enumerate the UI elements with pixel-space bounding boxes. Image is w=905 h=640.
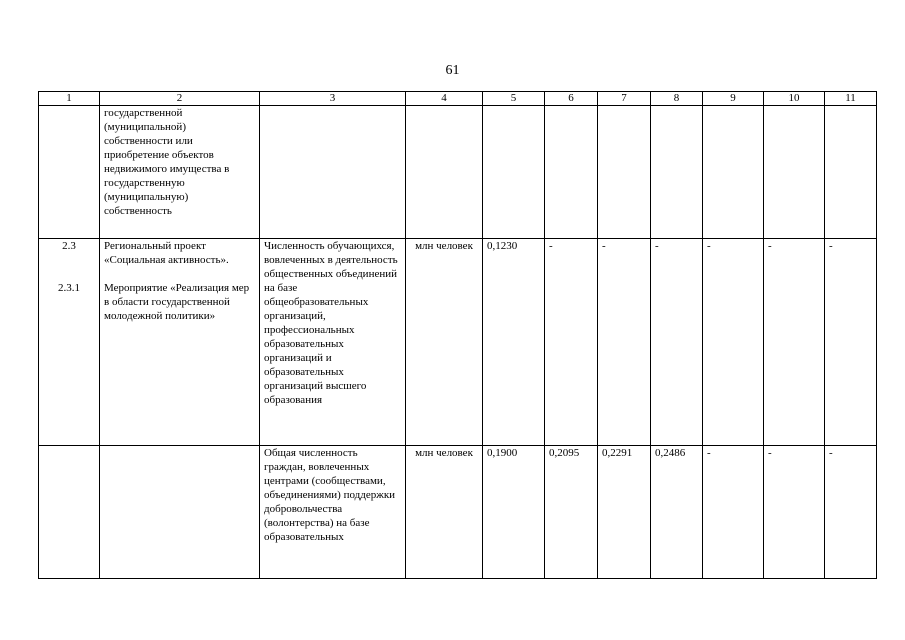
table-cell <box>598 106 651 239</box>
row-number: 2.3 <box>62 240 76 252</box>
table-row <box>39 106 877 239</box>
table-cell <box>764 106 825 239</box>
value-cell: 0,1900 <box>483 446 545 579</box>
value-cell: - <box>825 239 877 446</box>
unit-cell: млн человек <box>406 239 483 446</box>
row-number: 2.3.1 <box>58 282 80 294</box>
header-cell: 7 <box>598 92 651 106</box>
table-cell: государственной (муниципальной) собственности или приобретение объектов недвижимого имущества в государственную (муниципальную) собственность <box>100 106 260 239</box>
measure-name: Мероприятие «Реализация мер в области государственной молодежной политики» <box>104 282 250 322</box>
table-header-row <box>39 92 877 106</box>
unit-cell: млн человек <box>406 446 483 579</box>
table-cell <box>406 106 483 239</box>
name-cell <box>100 239 260 446</box>
header-cell: 3 <box>260 92 406 106</box>
value-cell: - <box>598 239 651 446</box>
value-cell: - <box>651 239 703 446</box>
header-cell: 4 <box>406 92 483 106</box>
value-cell: 0,1230 <box>483 239 545 446</box>
table-cell <box>260 106 406 239</box>
value-cell: - <box>764 239 825 446</box>
header-cell: 2 <box>100 92 260 106</box>
header-cell: 1 <box>39 92 100 106</box>
value-cell: - <box>764 446 825 579</box>
value-cell: 0,2291 <box>598 446 651 579</box>
table-cell <box>703 106 764 239</box>
table-cell <box>100 446 260 579</box>
header-cell: 10 <box>764 92 825 106</box>
header-cell: 8 <box>651 92 703 106</box>
value-cell: - <box>703 446 764 579</box>
value-cell: 0,2095 <box>545 446 598 579</box>
table-cell <box>651 106 703 239</box>
table-cell <box>39 446 100 579</box>
indicator-cell: Общая численность граждан, вовлеченных центрами (сообществами, объединениями) поддержки добровольчества (волонтерства) на базе образовательных <box>260 446 406 579</box>
table-row <box>39 239 877 446</box>
table-cell <box>825 106 877 239</box>
header-cell: 6 <box>545 92 598 106</box>
row-number-cell <box>39 239 100 446</box>
project-name: Региональный проект «Социальная активность». <box>104 240 229 266</box>
header-cell: 5 <box>483 92 545 106</box>
indicator-cell: Численность обучающихся, вовлеченных в деятельность общественных объединений на базе общеобразовательных организаций, профессиональных образовательных организаций и образовательных организаций высшего образования <box>260 239 406 446</box>
value-cell: 0,2486 <box>651 446 703 579</box>
header-cell: 9 <box>703 92 764 106</box>
table-row <box>39 446 877 579</box>
table-cell <box>545 106 598 239</box>
indicators-table <box>38 91 877 579</box>
table-cell <box>483 106 545 239</box>
header-cell: 11 <box>825 92 877 106</box>
page-number: 61 <box>445 63 460 78</box>
value-cell: - <box>703 239 764 446</box>
value-cell: - <box>545 239 598 446</box>
table-cell <box>39 106 100 239</box>
value-cell: - <box>825 446 877 579</box>
